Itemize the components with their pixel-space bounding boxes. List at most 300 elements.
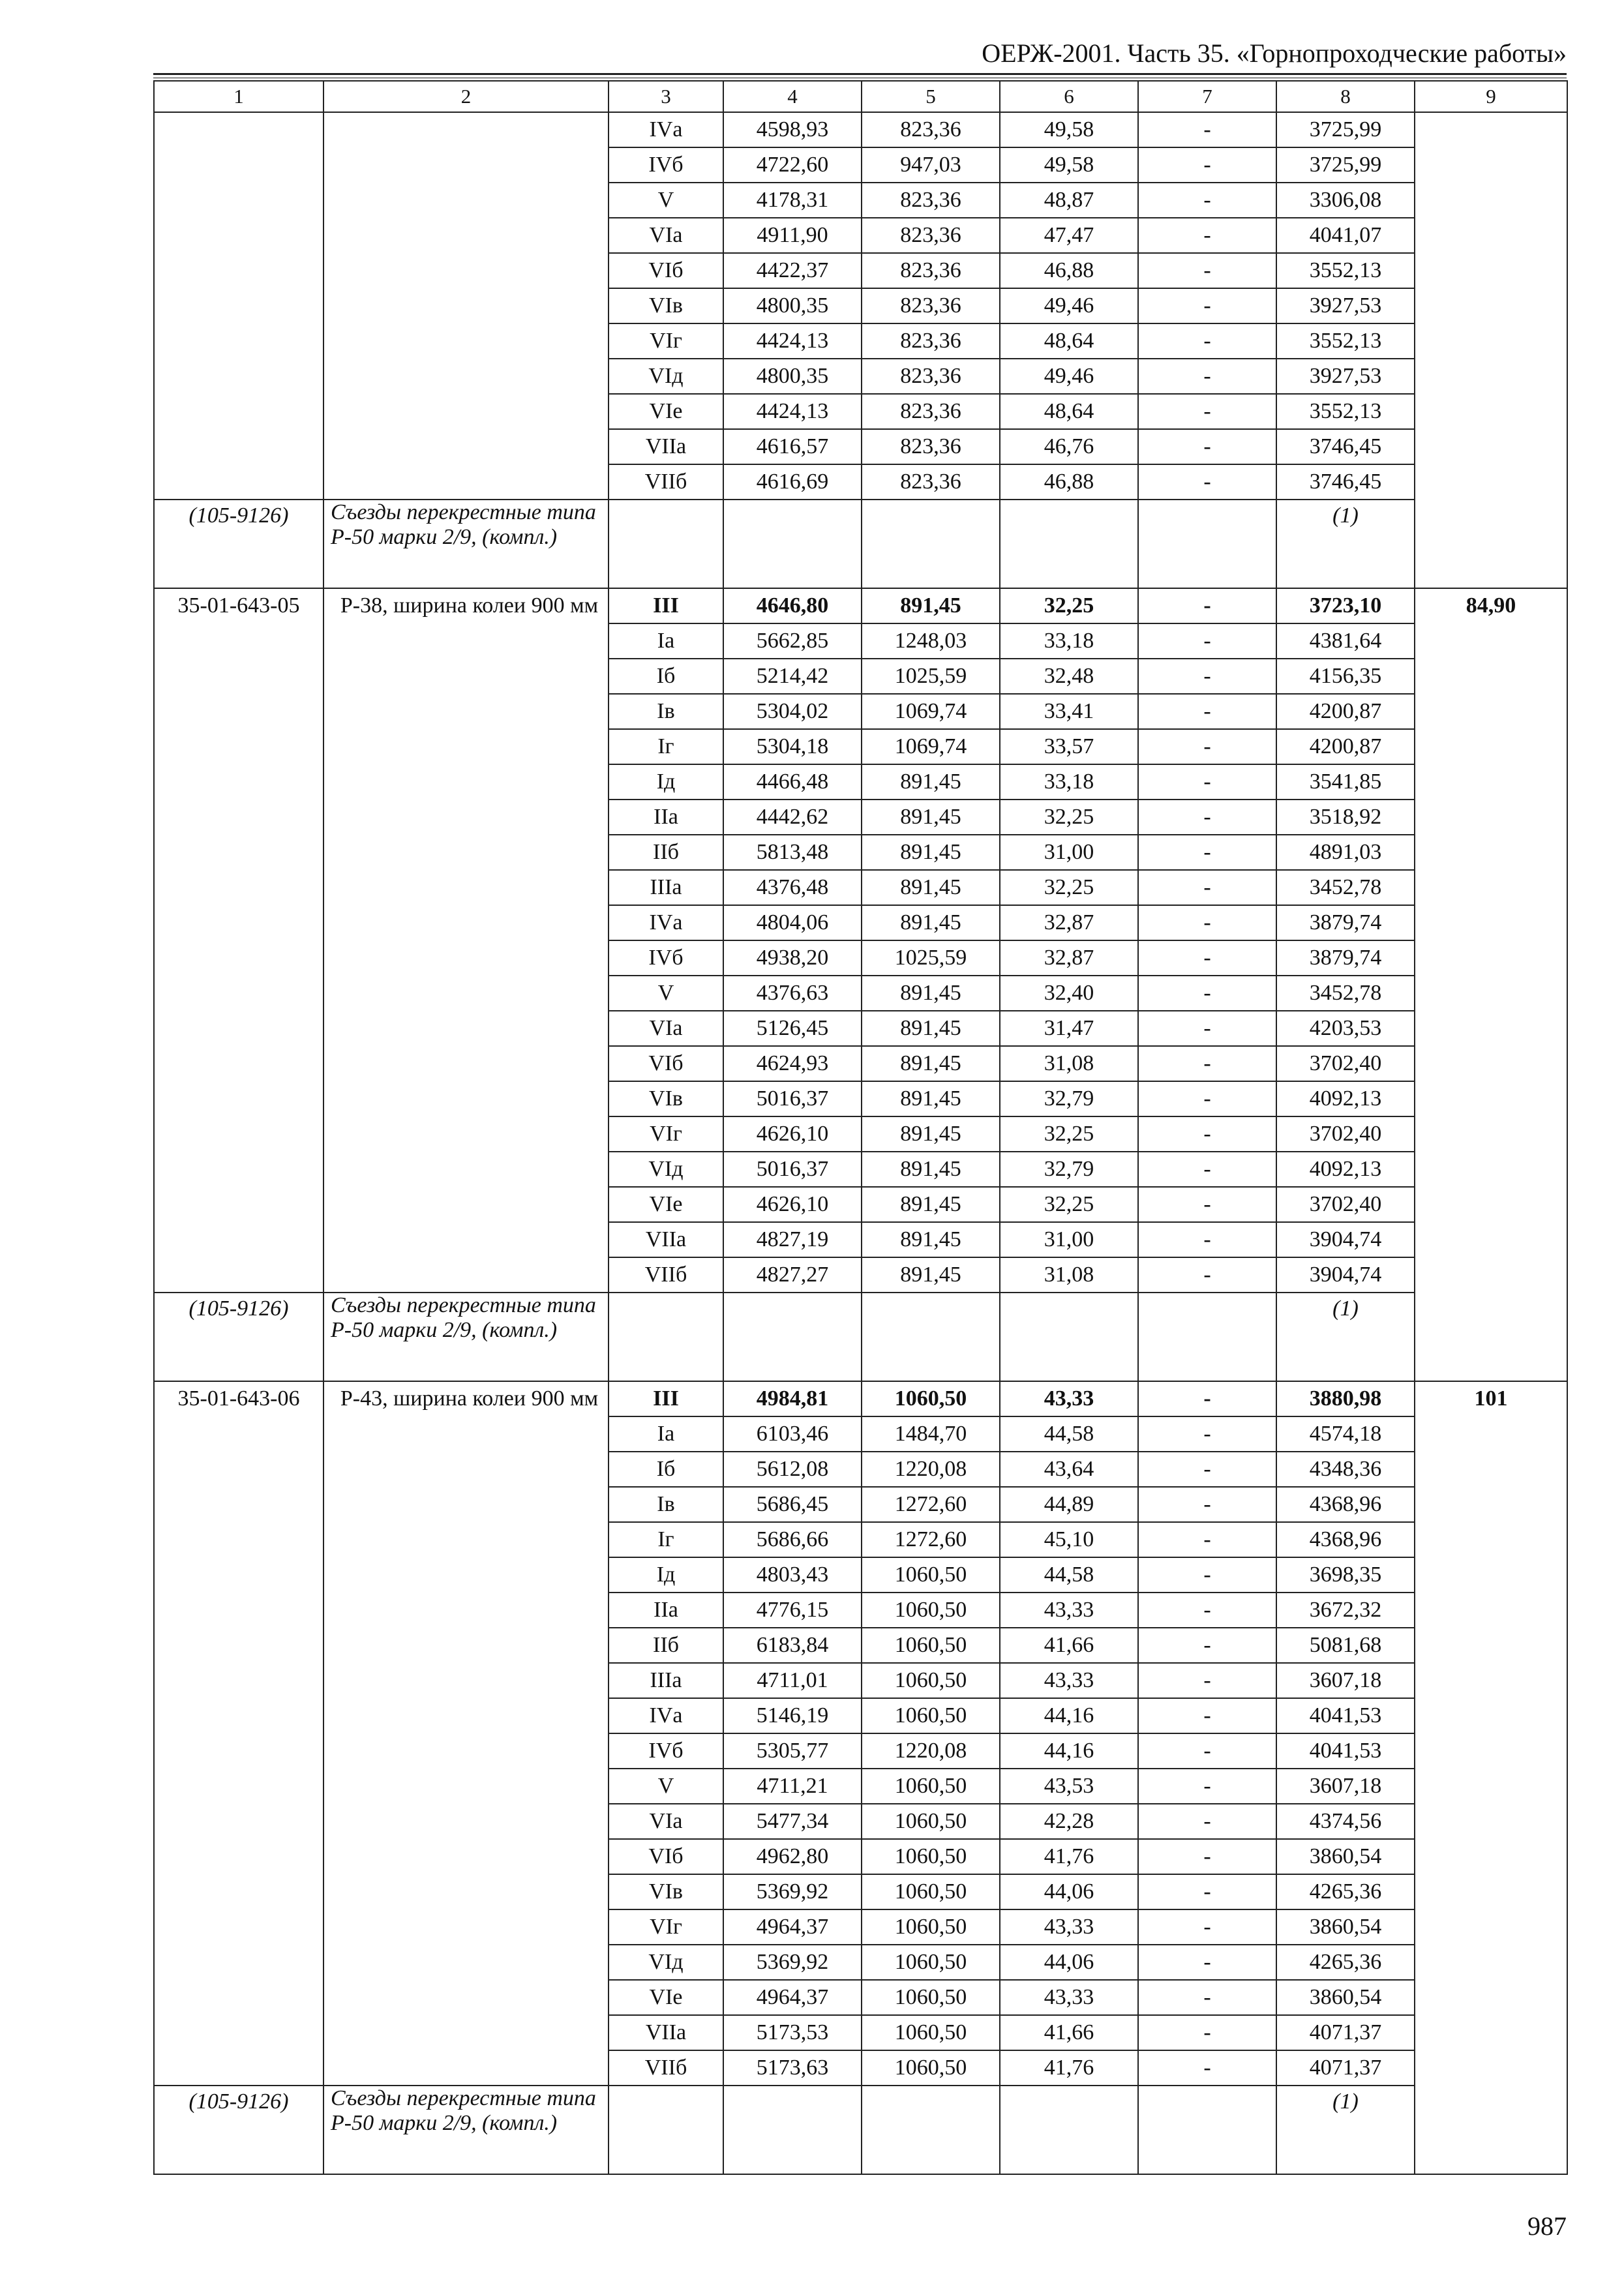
machinist-wage: -	[1138, 1804, 1276, 1839]
machinist-wage: -	[1138, 1187, 1276, 1222]
machine-cost: 31,08	[1000, 1046, 1138, 1081]
reference-qty: (1)	[1276, 500, 1415, 588]
total-cost: 5146,19	[723, 1698, 862, 1733]
machine-cost: 33,41	[1000, 694, 1138, 729]
machinist-wage: -	[1138, 2050, 1276, 2086]
category: Iг	[609, 729, 723, 764]
material-cost: 3860,54	[1276, 1909, 1415, 1945]
column-number: 4	[723, 81, 862, 112]
material-cost: 3702,40	[1276, 1046, 1415, 1081]
wage-cost: 891,45	[862, 1081, 1000, 1116]
material-cost: 3552,13	[1276, 253, 1415, 288]
wage-cost: 1272,60	[862, 1487, 1000, 1522]
category: Iа	[609, 623, 723, 659]
wage-cost: 947,03	[862, 147, 1000, 183]
wage-cost: 1060,50	[862, 1980, 1000, 2015]
machine-cost: 41,76	[1000, 1839, 1138, 1874]
wage-cost: 891,45	[862, 588, 1000, 623]
total-cost: 5369,92	[723, 1874, 862, 1909]
machinist-wage: -	[1138, 1257, 1276, 1293]
machine-cost: 32,79	[1000, 1081, 1138, 1116]
total-cost: 5126,45	[723, 1011, 862, 1046]
column-number: 6	[1000, 81, 1138, 112]
empty-cell	[609, 2086, 723, 2174]
category: VIв	[609, 288, 723, 323]
empty-cell	[1000, 500, 1138, 588]
machinist-wage: -	[1138, 1769, 1276, 1804]
category: IIб	[609, 1628, 723, 1663]
category: VIб	[609, 1839, 723, 1874]
reference-text: Съезды перекрестные типа Р-50 марки 2/9, (компл.)	[323, 2086, 609, 2174]
wage-cost: 1060,50	[862, 1663, 1000, 1698]
total-cost: 4711,21	[723, 1769, 862, 1804]
category: VIа	[609, 1011, 723, 1046]
category: IVа	[609, 1698, 723, 1733]
machine-cost: 32,25	[1000, 800, 1138, 835]
machine-cost: 32,87	[1000, 940, 1138, 976]
machine-cost: 43,33	[1000, 1593, 1138, 1628]
machine-cost: 49,46	[1000, 359, 1138, 394]
total-cost: 4466,48	[723, 764, 862, 800]
machinist-wage: -	[1138, 147, 1276, 183]
wage-cost: 891,45	[862, 870, 1000, 905]
category: VIб	[609, 1046, 723, 1081]
material-cost: 3607,18	[1276, 1769, 1415, 1804]
total-cost: 5612,08	[723, 1452, 862, 1487]
category: IIб	[609, 835, 723, 870]
machinist-wage: -	[1138, 1011, 1276, 1046]
category: IIIа	[609, 870, 723, 905]
total-cost: 5686,66	[723, 1522, 862, 1557]
category: VIг	[609, 323, 723, 359]
machine-cost: 32,25	[1000, 588, 1138, 623]
machinist-wage: -	[1138, 1628, 1276, 1663]
wage-cost: 823,36	[862, 253, 1000, 288]
machine-cost: 42,28	[1000, 1804, 1138, 1839]
machine-cost: 33,57	[1000, 729, 1138, 764]
total-cost: 5016,37	[723, 1081, 862, 1116]
labor-cost: 101	[1415, 1381, 1567, 2174]
category: Iв	[609, 694, 723, 729]
machinist-wage: -	[1138, 323, 1276, 359]
machinist-wage: -	[1138, 694, 1276, 729]
total-cost: 4424,13	[723, 394, 862, 429]
total-cost: 4827,27	[723, 1257, 862, 1293]
category: VIIа	[609, 2015, 723, 2050]
category: VIа	[609, 218, 723, 253]
reference-code: (105-9126)	[154, 2086, 323, 2174]
wage-cost: 1060,50	[862, 1557, 1000, 1593]
material-cost: 3552,13	[1276, 323, 1415, 359]
machinist-wage: -	[1138, 1980, 1276, 2015]
total-cost: 4722,60	[723, 147, 862, 183]
column-number: 5	[862, 81, 1000, 112]
wage-cost: 1060,50	[862, 1804, 1000, 1839]
total-cost: 4776,15	[723, 1593, 862, 1628]
labor-cost: 84,90	[1415, 588, 1567, 1381]
reference-code: (105-9126)	[154, 500, 323, 588]
machinist-wage: -	[1138, 1839, 1276, 1874]
machinist-wage: -	[1138, 1487, 1276, 1522]
page-header-title: ОЕРЖ-2001. Часть 35. «Горнопроходческие работы»	[982, 38, 1567, 68]
total-cost: 5173,63	[723, 2050, 862, 2086]
machinist-wage: -	[1138, 183, 1276, 218]
category: VIб	[609, 253, 723, 288]
column-number: 1	[154, 81, 323, 112]
machinist-wage: -	[1138, 1046, 1276, 1081]
reference-qty: (1)	[1276, 2086, 1415, 2174]
machine-cost: 44,89	[1000, 1487, 1138, 1522]
total-cost: 4803,43	[723, 1557, 862, 1593]
material-cost: 4368,96	[1276, 1522, 1415, 1557]
wage-cost: 823,36	[862, 464, 1000, 500]
machine-cost: 41,66	[1000, 2015, 1138, 2050]
wage-cost: 891,45	[862, 1222, 1000, 1257]
total-cost: 4616,57	[723, 429, 862, 464]
material-cost: 4381,64	[1276, 623, 1415, 659]
wage-cost: 823,36	[862, 288, 1000, 323]
material-cost: 3880,98	[1276, 1381, 1415, 1416]
machinist-wage: -	[1138, 2015, 1276, 2050]
machine-cost: 32,25	[1000, 1187, 1138, 1222]
empty-cell	[862, 500, 1000, 588]
reference-row	[154, 500, 1567, 588]
machine-cost: 49,46	[1000, 288, 1138, 323]
machinist-wage: -	[1138, 1874, 1276, 1909]
machinist-wage: -	[1138, 659, 1276, 694]
material-cost: 4368,96	[1276, 1487, 1415, 1522]
wage-cost: 823,36	[862, 323, 1000, 359]
machinist-wage: -	[1138, 764, 1276, 800]
total-cost: 6183,84	[723, 1628, 862, 1663]
column-number: 9	[1415, 81, 1567, 112]
empty-cell	[1000, 1293, 1138, 1381]
material-cost: 3725,99	[1276, 112, 1415, 147]
material-cost: 3927,53	[1276, 359, 1415, 394]
machine-cost: 44,06	[1000, 1945, 1138, 1980]
resource-code: 35-01-643-06	[154, 1381, 323, 2086]
reference-row	[154, 2086, 1567, 2174]
machine-cost: 31,08	[1000, 1257, 1138, 1293]
machinist-wage: -	[1138, 394, 1276, 429]
wage-cost: 891,45	[862, 1046, 1000, 1081]
machine-cost: 44,58	[1000, 1557, 1138, 1593]
wage-cost: 823,36	[862, 394, 1000, 429]
category: IVб	[609, 1733, 723, 1769]
empty-cell	[609, 1293, 723, 1381]
material-cost: 3702,40	[1276, 1116, 1415, 1152]
material-cost: 3725,99	[1276, 147, 1415, 183]
category: V	[609, 1769, 723, 1804]
machine-cost: 32,79	[1000, 1152, 1138, 1187]
category: VIIб	[609, 464, 723, 500]
wage-cost: 1060,50	[862, 1909, 1000, 1945]
total-cost: 5305,77	[723, 1733, 862, 1769]
empty-cell	[862, 2086, 1000, 2174]
category: Iд	[609, 764, 723, 800]
category: IVб	[609, 147, 723, 183]
empty-cell	[1138, 500, 1276, 588]
reference-row	[154, 1293, 1567, 1381]
machinist-wage: -	[1138, 870, 1276, 905]
material-cost: 3879,74	[1276, 905, 1415, 940]
total-cost: 5477,34	[723, 1804, 862, 1839]
machine-cost: 43,64	[1000, 1452, 1138, 1487]
machinist-wage: -	[1138, 800, 1276, 835]
category: Iа	[609, 1416, 723, 1452]
category: VIIа	[609, 1222, 723, 1257]
machine-cost: 32,25	[1000, 870, 1138, 905]
wage-cost: 823,36	[862, 429, 1000, 464]
table-body	[154, 81, 1567, 2174]
machinist-wage: -	[1138, 729, 1276, 764]
total-cost: 4626,10	[723, 1116, 862, 1152]
category: V	[609, 183, 723, 218]
machine-cost: 48,87	[1000, 183, 1138, 218]
total-cost: 5214,42	[723, 659, 862, 694]
machine-cost: 41,76	[1000, 2050, 1138, 2086]
total-cost: 5016,37	[723, 1152, 862, 1187]
machine-cost: 44,58	[1000, 1416, 1138, 1452]
column-number: 2	[323, 81, 609, 112]
category: VIд	[609, 359, 723, 394]
total-cost: 4804,06	[723, 905, 862, 940]
wage-cost: 891,45	[862, 905, 1000, 940]
reference-text: Съезды перекрестные типа Р-50 марки 2/9, (компл.)	[323, 500, 609, 588]
machinist-wage: -	[1138, 1416, 1276, 1452]
category: Iг	[609, 1522, 723, 1557]
resource-name: Р-38, ширина колеи 900 мм	[323, 588, 609, 1293]
total-cost: 4962,80	[723, 1839, 862, 1874]
total-cost: 5813,48	[723, 835, 862, 870]
machinist-wage: -	[1138, 835, 1276, 870]
material-cost: 4200,87	[1276, 729, 1415, 764]
wage-cost: 1060,50	[862, 2050, 1000, 2086]
machinist-wage: -	[1138, 976, 1276, 1011]
material-cost: 3552,13	[1276, 394, 1415, 429]
category: VIд	[609, 1152, 723, 1187]
category: IIа	[609, 800, 723, 835]
wage-cost: 1060,50	[862, 1945, 1000, 1980]
category: VIIб	[609, 2050, 723, 2086]
category: VIа	[609, 1804, 723, 1839]
material-cost: 4071,37	[1276, 2015, 1415, 2050]
material-cost: 4071,37	[1276, 2050, 1415, 2086]
price-table	[153, 80, 1568, 2175]
machine-cost: 43,33	[1000, 1980, 1138, 2015]
machinist-wage: -	[1138, 1381, 1276, 1416]
empty-cell	[609, 500, 723, 588]
material-cost: 3541,85	[1276, 764, 1415, 800]
category: VIг	[609, 1116, 723, 1152]
wage-cost: 891,45	[862, 764, 1000, 800]
material-cost: 4265,36	[1276, 1874, 1415, 1909]
column-number: 7	[1138, 81, 1276, 112]
machine-cost: 46,76	[1000, 429, 1138, 464]
machinist-wage: -	[1138, 1522, 1276, 1557]
material-cost: 4265,36	[1276, 1945, 1415, 1980]
wage-cost: 1272,60	[862, 1522, 1000, 1557]
machinist-wage: -	[1138, 1945, 1276, 1980]
wage-cost: 891,45	[862, 800, 1000, 835]
material-cost: 3927,53	[1276, 288, 1415, 323]
category: IIа	[609, 1593, 723, 1628]
wage-cost: 1220,08	[862, 1452, 1000, 1487]
reference-qty: (1)	[1276, 1293, 1415, 1381]
category: V	[609, 976, 723, 1011]
wage-cost: 823,36	[862, 183, 1000, 218]
category: VIе	[609, 1187, 723, 1222]
material-cost: 3306,08	[1276, 183, 1415, 218]
total-cost: 4376,48	[723, 870, 862, 905]
empty-cell	[862, 1293, 1000, 1381]
machine-cost: 43,33	[1000, 1381, 1138, 1416]
material-cost: 4574,18	[1276, 1416, 1415, 1452]
empty-cell	[1138, 1293, 1276, 1381]
category: Iв	[609, 1487, 723, 1522]
wage-cost: 1060,50	[862, 1874, 1000, 1909]
wage-cost: 1220,08	[862, 1733, 1000, 1769]
machinist-wage: -	[1138, 1593, 1276, 1628]
material-cost: 4041,53	[1276, 1698, 1415, 1733]
machinist-wage: -	[1138, 1663, 1276, 1698]
material-cost: 3452,78	[1276, 976, 1415, 1011]
machine-cost: 32,87	[1000, 905, 1138, 940]
wage-cost: 1069,74	[862, 694, 1000, 729]
total-cost: 5662,85	[723, 623, 862, 659]
total-cost: 6103,46	[723, 1416, 862, 1452]
material-cost: 3904,74	[1276, 1222, 1415, 1257]
wage-cost: 1025,59	[862, 940, 1000, 976]
machine-cost: 32,40	[1000, 976, 1138, 1011]
empty-cell	[723, 1293, 862, 1381]
total-cost: 4800,35	[723, 288, 862, 323]
machinist-wage: -	[1138, 1909, 1276, 1945]
material-cost: 5081,68	[1276, 1628, 1415, 1663]
material-cost: 3860,54	[1276, 1980, 1415, 2015]
wage-cost: 891,45	[862, 1116, 1000, 1152]
total-cost: 4624,93	[723, 1046, 862, 1081]
total-cost: 4938,20	[723, 940, 862, 976]
material-cost: 4200,87	[1276, 694, 1415, 729]
total-cost: 4178,31	[723, 183, 862, 218]
table-row	[154, 588, 1567, 623]
material-cost: 4041,07	[1276, 218, 1415, 253]
material-cost: 4156,35	[1276, 659, 1415, 694]
machine-cost: 46,88	[1000, 464, 1138, 500]
material-cost: 4348,36	[1276, 1452, 1415, 1487]
machine-cost: 31,00	[1000, 835, 1138, 870]
material-cost: 3904,74	[1276, 1257, 1415, 1293]
category: VIе	[609, 1980, 723, 2015]
column-number-row	[154, 81, 1567, 112]
machine-cost: 43,53	[1000, 1769, 1138, 1804]
wage-cost: 823,36	[862, 218, 1000, 253]
category: VIд	[609, 1945, 723, 1980]
machine-cost: 44,16	[1000, 1733, 1138, 1769]
column-number: 3	[609, 81, 723, 112]
resource-code: 35-01-643-05	[154, 588, 323, 1293]
material-cost: 3518,92	[1276, 800, 1415, 835]
machinist-wage: -	[1138, 1698, 1276, 1733]
machinist-wage: -	[1138, 288, 1276, 323]
header-rule	[153, 73, 1567, 75]
material-cost: 4092,13	[1276, 1081, 1415, 1116]
wage-cost: 1060,50	[862, 1593, 1000, 1628]
wage-cost: 1060,50	[862, 1769, 1000, 1804]
category: Iб	[609, 659, 723, 694]
material-cost: 4203,53	[1276, 1011, 1415, 1046]
category: VIг	[609, 1909, 723, 1945]
total-cost: 5173,53	[723, 2015, 862, 2050]
machine-cost: 33,18	[1000, 623, 1138, 659]
machine-cost: 44,06	[1000, 1874, 1138, 1909]
machinist-wage: -	[1138, 429, 1276, 464]
machine-cost: 32,48	[1000, 659, 1138, 694]
machine-cost: 47,47	[1000, 218, 1138, 253]
machinist-wage: -	[1138, 1557, 1276, 1593]
wage-cost: 1060,50	[862, 1839, 1000, 1874]
machine-cost: 31,47	[1000, 1011, 1138, 1046]
machine-cost: 48,64	[1000, 394, 1138, 429]
machine-cost: 49,58	[1000, 147, 1138, 183]
category: VIв	[609, 1874, 723, 1909]
material-cost: 3452,78	[1276, 870, 1415, 905]
total-cost: 4646,80	[723, 588, 862, 623]
total-cost: 4911,90	[723, 218, 862, 253]
machinist-wage: -	[1138, 1222, 1276, 1257]
total-cost: 4442,62	[723, 800, 862, 835]
material-cost: 3860,54	[1276, 1839, 1415, 1874]
wage-cost: 891,45	[862, 835, 1000, 870]
category: Iб	[609, 1452, 723, 1487]
wage-cost: 1069,74	[862, 729, 1000, 764]
material-cost: 4374,56	[1276, 1804, 1415, 1839]
reference-text: Съезды перекрестные типа Р-50 марки 2/9, (компл.)	[323, 1293, 609, 1381]
machine-cost: 33,18	[1000, 764, 1138, 800]
reference-code: (105-9126)	[154, 1293, 323, 1381]
machine-cost: 41,66	[1000, 1628, 1138, 1663]
machinist-wage: -	[1138, 905, 1276, 940]
machinist-wage: -	[1138, 464, 1276, 500]
wage-cost: 1025,59	[862, 659, 1000, 694]
resource-code	[154, 112, 323, 500]
wage-cost: 891,45	[862, 1011, 1000, 1046]
material-cost: 3607,18	[1276, 1663, 1415, 1698]
empty-cell	[723, 2086, 862, 2174]
total-cost: 4711,01	[723, 1663, 862, 1698]
labor-cost	[1415, 112, 1567, 588]
wage-cost: 891,45	[862, 1187, 1000, 1222]
material-cost: 3698,35	[1276, 1557, 1415, 1593]
wage-cost: 1060,50	[862, 1381, 1000, 1416]
total-cost: 4616,69	[723, 464, 862, 500]
wage-cost: 1060,50	[862, 1628, 1000, 1663]
machinist-wage: -	[1138, 1116, 1276, 1152]
wage-cost: 891,45	[862, 1257, 1000, 1293]
total-cost: 5686,45	[723, 1487, 862, 1522]
category: IIIа	[609, 1663, 723, 1698]
total-cost: 4964,37	[723, 1909, 862, 1945]
material-cost: 3672,32	[1276, 1593, 1415, 1628]
wage-cost: 1484,70	[862, 1416, 1000, 1452]
total-cost: 4422,37	[723, 253, 862, 288]
material-cost: 4891,03	[1276, 835, 1415, 870]
machine-cost: 44,16	[1000, 1698, 1138, 1733]
machinist-wage: -	[1138, 359, 1276, 394]
empty-cell	[723, 500, 862, 588]
category: III	[609, 1381, 723, 1416]
